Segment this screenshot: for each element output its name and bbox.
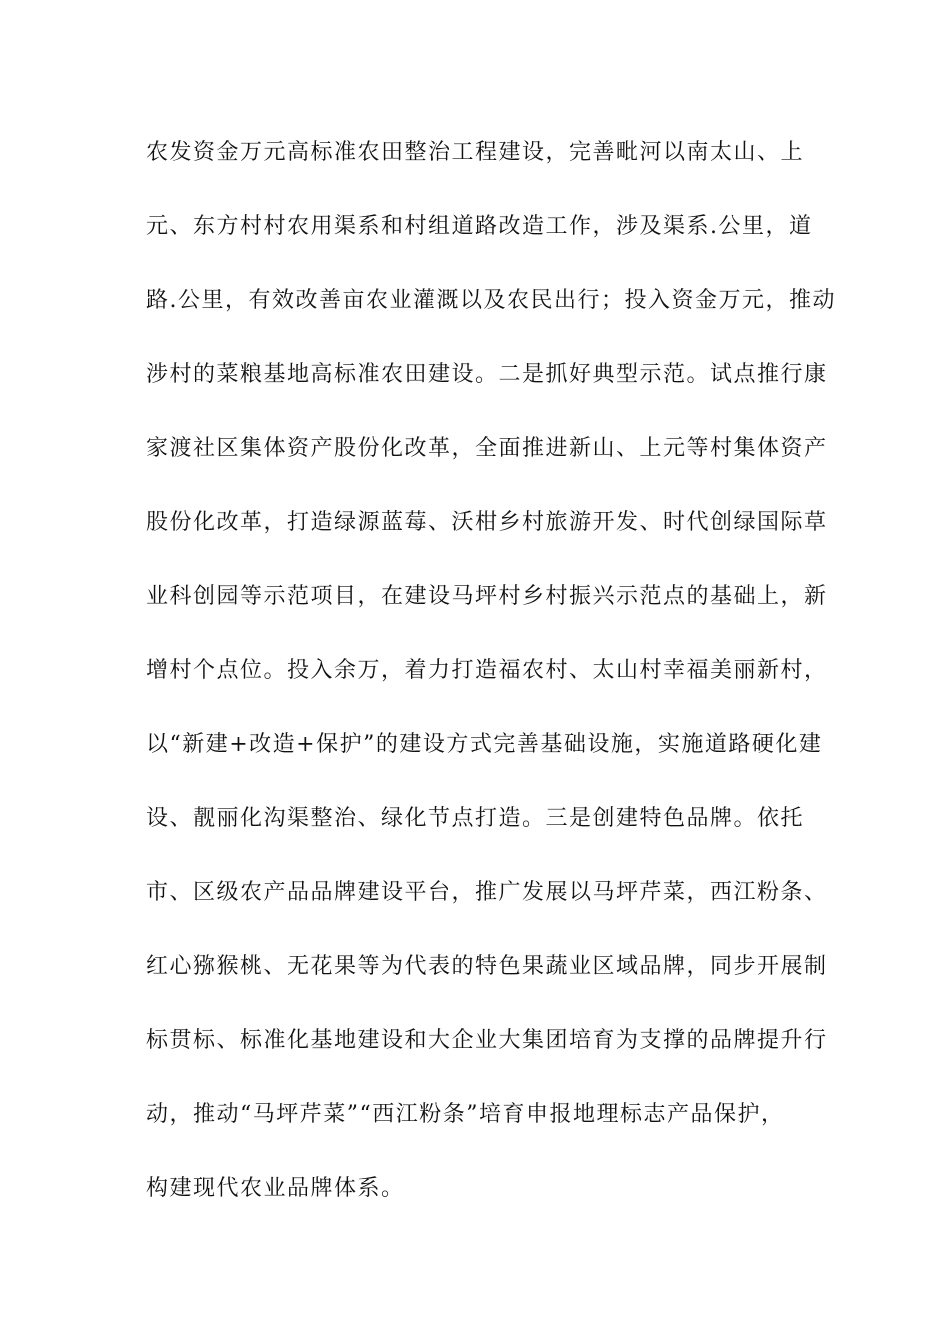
- text-line: 标贯标、标准化基地建设和大企业大集团培育为支撑的品牌提升行: [146, 1028, 828, 1053]
- text-line: 设、靓丽化沟渠整治、绿化节点打造。三是创建特色品牌。依托: [146, 806, 805, 831]
- text-line: 市、区级农产品品牌建设平台，推广发展以马坪芹菜，西江粉条、: [146, 880, 828, 905]
- text-line: 构建现代农业品牌体系。: [146, 1176, 405, 1201]
- text-line: 元、东方村村农用渠系和村组道路改造工作，涉及渠系.公里，道: [146, 214, 813, 239]
- text-line: 以“新建+改造+保护”的建设方式完善基础设施，实施道路硬化建: [146, 732, 823, 757]
- text-line: 增村个点位。投入余万，着力打造福农村、太山村幸福美丽新村，: [146, 658, 828, 683]
- text-line: 家渡社区集体资产股份化改革，全面推进新山、上元等村集体资产: [146, 436, 828, 461]
- text-line: 股份化改革，打造绿源蓝莓、沃柑乡村旅游开发、时代创绿国际草: [146, 510, 828, 535]
- text-line: 红心猕猴桃、无花果等为代表的特色果蔬业区域品牌，同步开展制: [146, 954, 828, 979]
- text-line: 路.公里，有效改善亩农业灌溉以及农民出行；投入资金万元，推动: [146, 288, 836, 313]
- text-line: 农发资金万元高标准农田整治工程建设，完善毗河以南太山、上: [146, 140, 805, 165]
- body-paragraph: [146, 131, 836, 1241]
- text-line: 涉村的菜粮基地高标准农田建设。二是抓好典型示范。试点推行康: [146, 362, 828, 387]
- text-line: 业科创园等示范项目，在建设马坪村乡村振兴示范点的基础上，新: [146, 584, 828, 609]
- text-line: 动，推动“马坪芹菜”“西江粉条”培育申报地理标志产品保护，: [146, 1102, 785, 1127]
